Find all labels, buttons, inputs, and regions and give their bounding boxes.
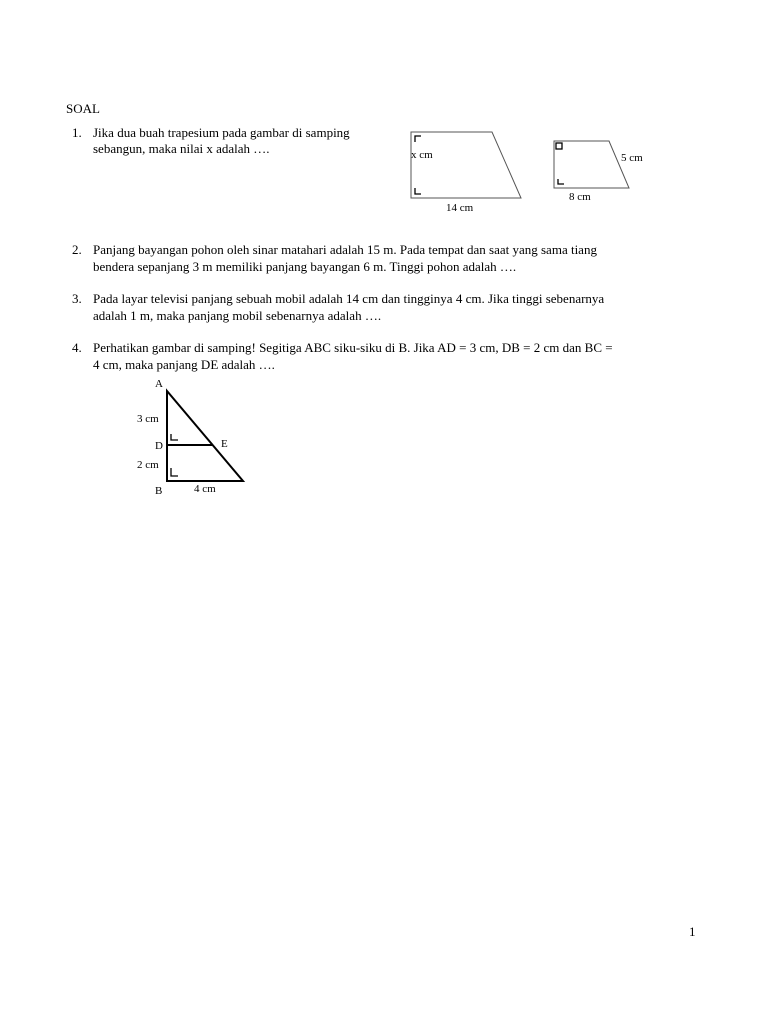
figure-similar-trapezoids [405,128,645,218]
large-trapezoid [411,132,521,198]
large-right-angle-top [415,136,421,142]
ad-length-label: 3 cm [137,413,159,425]
question-3-number: 3. [72,291,82,306]
question-4-number: 4. [72,340,82,355]
small-right-angle-top [556,143,562,149]
question-4-line-2: 4 cm, maka panjang DE adalah …. [93,357,275,372]
large-base-label: 14 cm [446,202,474,214]
large-side-label: x cm [411,149,433,161]
question-4-line-1: Perhatikan gambar di samping! Segitiga ABC siku-siku di B. Jika AD = 3 cm, DB = 2 cm dan BC = [93,340,613,355]
question-3-line-1: Pada layar televisi panjang sebuah mobil adalah 14 cm dan tingginya 4 cm. Jika tinggi sebenarnya [93,291,605,306]
right-angle-b [171,468,178,476]
vertex-b-label: B [155,485,163,497]
figure-triangle-abc [130,376,260,496]
right-angle-d [171,434,178,440]
question-1-line-2: sebangun, maka nilai x adalah …. [93,141,270,156]
triangle-abc [167,391,243,481]
small-right-angle-bottom [558,179,564,184]
bc-length-label: 4 cm [194,483,216,495]
page-heading: SOAL [66,101,100,116]
large-right-angle-bottom [415,188,421,194]
vertex-e-label: E [221,438,228,450]
question-2-line-1: Panjang bayangan pohon oleh sinar matahari adalah 15 m. Pada tempat dan saat yang sama tiang [93,242,597,257]
question-2-number: 2. [72,242,82,257]
question-3-line-2: adalah 1 m, maka panjang mobil sebenarnya adalah …. [93,308,382,323]
question-1-number: 1. [72,125,82,140]
page-number: 1 [689,924,696,939]
small-base-label: 8 cm [569,191,591,203]
question-1-line-1: Jika dua buah trapesium pada gambar di samping [93,125,350,140]
small-trapezoid [554,141,629,188]
vertex-a-label: A [155,378,163,390]
question-2-line-2: bendera sepanjang 3 m memiliki panjang bayangan 6 m. Tinggi pohon adalah …. [93,259,517,274]
db-length-label: 2 cm [137,459,159,471]
small-slant-label: 5 cm [621,152,643,164]
vertex-d-label: D [155,440,163,452]
